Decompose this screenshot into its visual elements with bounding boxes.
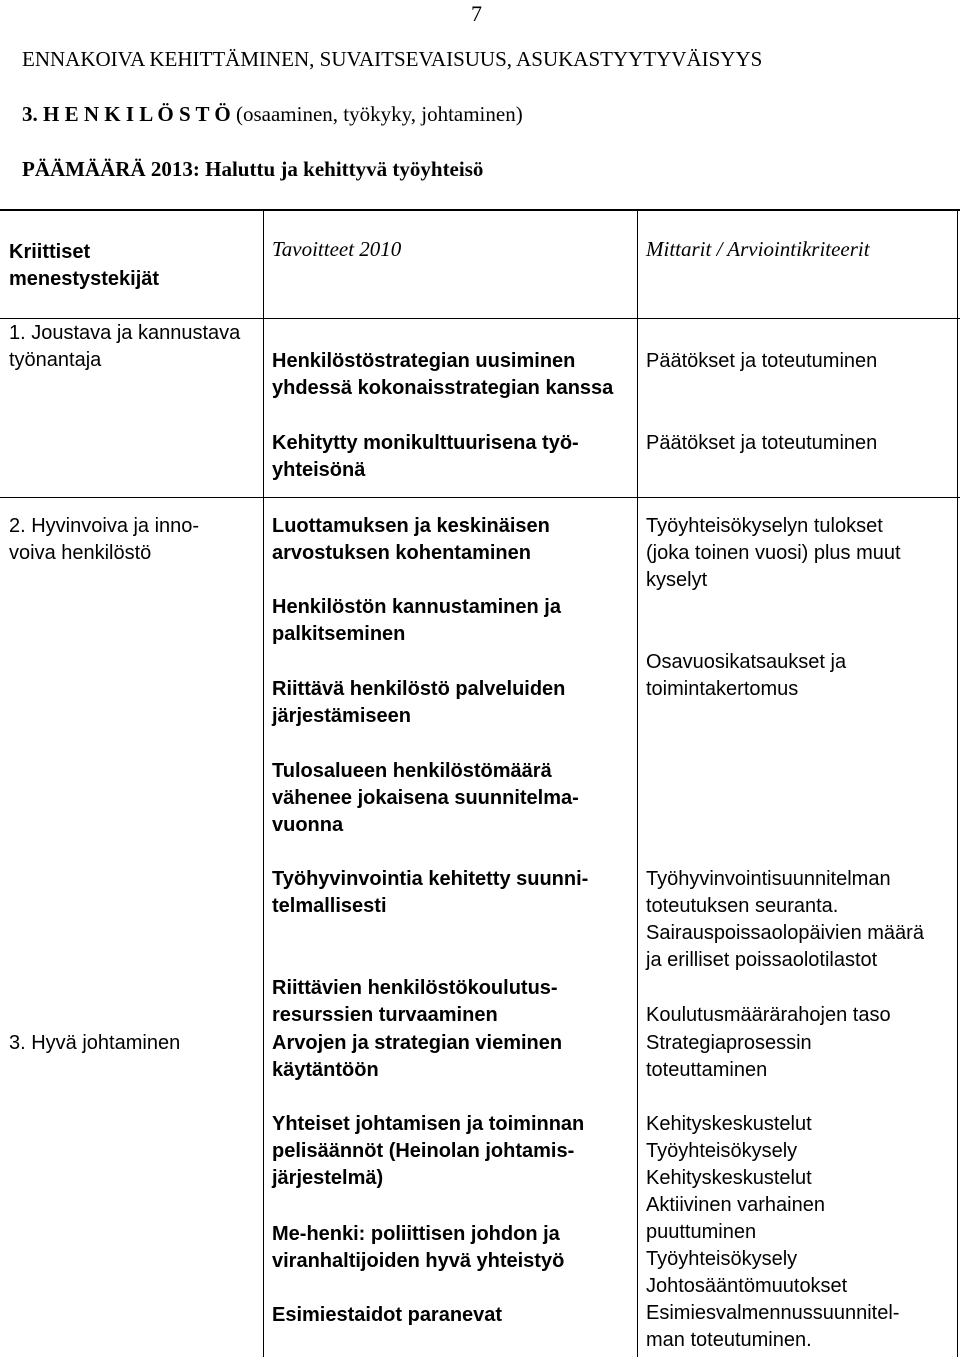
text-line: Esimiestaidot paranevat: [272, 1304, 503, 1326]
text-line: Riittävä henkilöstö palveluiden: [272, 678, 566, 700]
text-line: yhdessä kokonaisstrategian kanssa: [272, 377, 614, 399]
text-line: voiva henkilöstö: [9, 542, 152, 564]
text-line: ja erilliset poissaolotilastot: [646, 949, 878, 971]
text-line: Strategiaprosessin: [646, 1032, 812, 1054]
text-line: toteutuksen seuranta.: [646, 895, 839, 917]
header-bottom-border: [0, 318, 960, 319]
text-line: puuttuminen: [646, 1221, 757, 1243]
text-line: arvostuksen kohentaminen: [272, 542, 531, 564]
section-spaced-title: H E N K I L Ö S T Ö: [43, 102, 231, 126]
measure-item: [646, 1111, 899, 1354]
text-line: Kehitytty monikulttuurisena työ-: [272, 432, 579, 454]
text-line: 2. Hyvinvoiva ja inno-: [9, 515, 200, 537]
text-line: Työhyvinvointia kehitetty suunni-: [272, 868, 589, 890]
text-line: vähenee jokaisena suunnitelma-: [272, 787, 579, 809]
measure-item: [646, 348, 877, 375]
header-measures: Mittarit / Arviointikriteerit: [646, 237, 870, 261]
text-line: (joka toinen vuosi) plus muut: [646, 542, 901, 564]
text-line: Työyhteisökyselyn tulokset: [646, 515, 883, 537]
table-top-border: [0, 209, 960, 211]
text-line: Yhteiset johtamisen ja toiminnan: [272, 1113, 585, 1135]
text-line: viranhaltijoiden hyvä yhteistyö: [272, 1250, 565, 1272]
goal-item: [272, 1302, 502, 1329]
goal-item: [272, 758, 579, 839]
text-line: man toteutuminen.: [646, 1329, 812, 1351]
text-line: Luottamuksen ja keskinäisen: [272, 515, 550, 537]
goal-item: [272, 513, 550, 567]
text-line: Henkilöstön kannustaminen ja: [272, 596, 561, 618]
text-line: Kehityskeskustelut: [646, 1167, 812, 1189]
measure-item: [646, 1002, 891, 1029]
text-line: Riittävien henkilöstökoulutus-: [272, 977, 558, 999]
factor-good-leadership: [9, 1030, 180, 1057]
text-line: kyselyt: [646, 569, 708, 591]
page-number: 7: [471, 1, 482, 26]
goal-item: [272, 430, 579, 484]
text-line: 1. Joustava ja kannustava: [9, 322, 241, 344]
text-line: Johtosääntömuutokset: [646, 1275, 848, 1297]
text-line: telmallisesti: [272, 895, 387, 917]
text-line: Me-henki: poliittisen johdon ja: [272, 1223, 560, 1245]
column-divider-2: [637, 209, 638, 1357]
header-line: Kriittiset: [9, 241, 91, 263]
goal-statement: PÄÄMÄÄRÄ 2013: Haluttu ja kehittyvä työyhteisö: [22, 157, 484, 181]
text-line: pelisäännöt (Heinolan johtamis-: [272, 1140, 575, 1162]
header-line: menestystekijät: [9, 268, 160, 290]
text-line: Koulutusmäärärahojen taso: [646, 1004, 891, 1026]
text-line: työnantaja: [9, 349, 102, 371]
document-heading: ENNAKOIVA KEHITTÄMINEN, SUVAITSEVAISUUS, ASUKASTYYTYVÄISYYS: [22, 47, 763, 71]
text-line: palkitseminen: [272, 623, 406, 645]
measure-item: [646, 1030, 812, 1084]
text-line: Työyhteisökysely: [646, 1140, 798, 1162]
goal-item: [272, 1030, 562, 1084]
text-line: Sairauspoissaolopäivien määrä: [646, 922, 924, 944]
text-line: Kehityskeskustelut: [646, 1113, 812, 1135]
text-line: Esimiesvalmennussuunnitel-: [646, 1302, 900, 1324]
text-line: vuonna: [272, 814, 344, 836]
text-line: Henkilöstöstrategian uusiminen: [272, 350, 576, 372]
text-line: toimintakertomus: [646, 678, 799, 700]
section-title: [22, 101, 523, 128]
goal-item: [272, 1111, 584, 1192]
text-line: Päätökset ja toteutuminen: [646, 350, 878, 372]
text-line: Arvojen ja strategian vieminen: [272, 1032, 563, 1054]
header-critical-factors: [9, 239, 159, 293]
measure-item: [646, 430, 877, 457]
text-line: järjestämiseen: [272, 705, 411, 727]
text-line: 3. Hyvä johtaminen: [9, 1032, 181, 1054]
text-line: järjestelmä): [272, 1167, 384, 1189]
section-subtitle: (osaaminen, työkyky, johtaminen): [235, 102, 523, 126]
measure-item: [646, 866, 924, 974]
text-line: Tulosalueen henkilöstömäärä: [272, 760, 552, 782]
factor-flexible-employer: [9, 320, 240, 374]
text-line: Aktiivinen varhainen: [646, 1194, 825, 1216]
factor-healthy-staff: [9, 513, 199, 567]
row-divider-1: [0, 497, 960, 498]
goal-item: [272, 348, 613, 402]
goal-item: [272, 975, 558, 1029]
text-line: Työyhteisökysely: [646, 1248, 798, 1270]
goal-item: [272, 594, 561, 648]
text-line: Työhyvinvointisuunnitelman: [646, 868, 891, 890]
text-line: yhteisönä: [272, 459, 366, 481]
text-line: toteuttaminen: [646, 1059, 768, 1081]
measure-item: [646, 513, 901, 594]
text-line: Päätökset ja toteutuminen: [646, 432, 878, 454]
measure-item: [646, 649, 846, 703]
goal-item: [272, 676, 565, 730]
text-line: käytäntöön: [272, 1059, 379, 1081]
header-goals: Tavoitteet 2010: [272, 237, 402, 261]
text-line: Osavuosikatsaukset ja: [646, 651, 847, 673]
table-right-border: [957, 209, 958, 1357]
section-number: 3.: [22, 102, 38, 126]
goal-item: [272, 1221, 564, 1275]
text-line: resurssien turvaaminen: [272, 1004, 498, 1026]
column-divider-1: [263, 209, 264, 1357]
goal-item: [272, 866, 588, 920]
